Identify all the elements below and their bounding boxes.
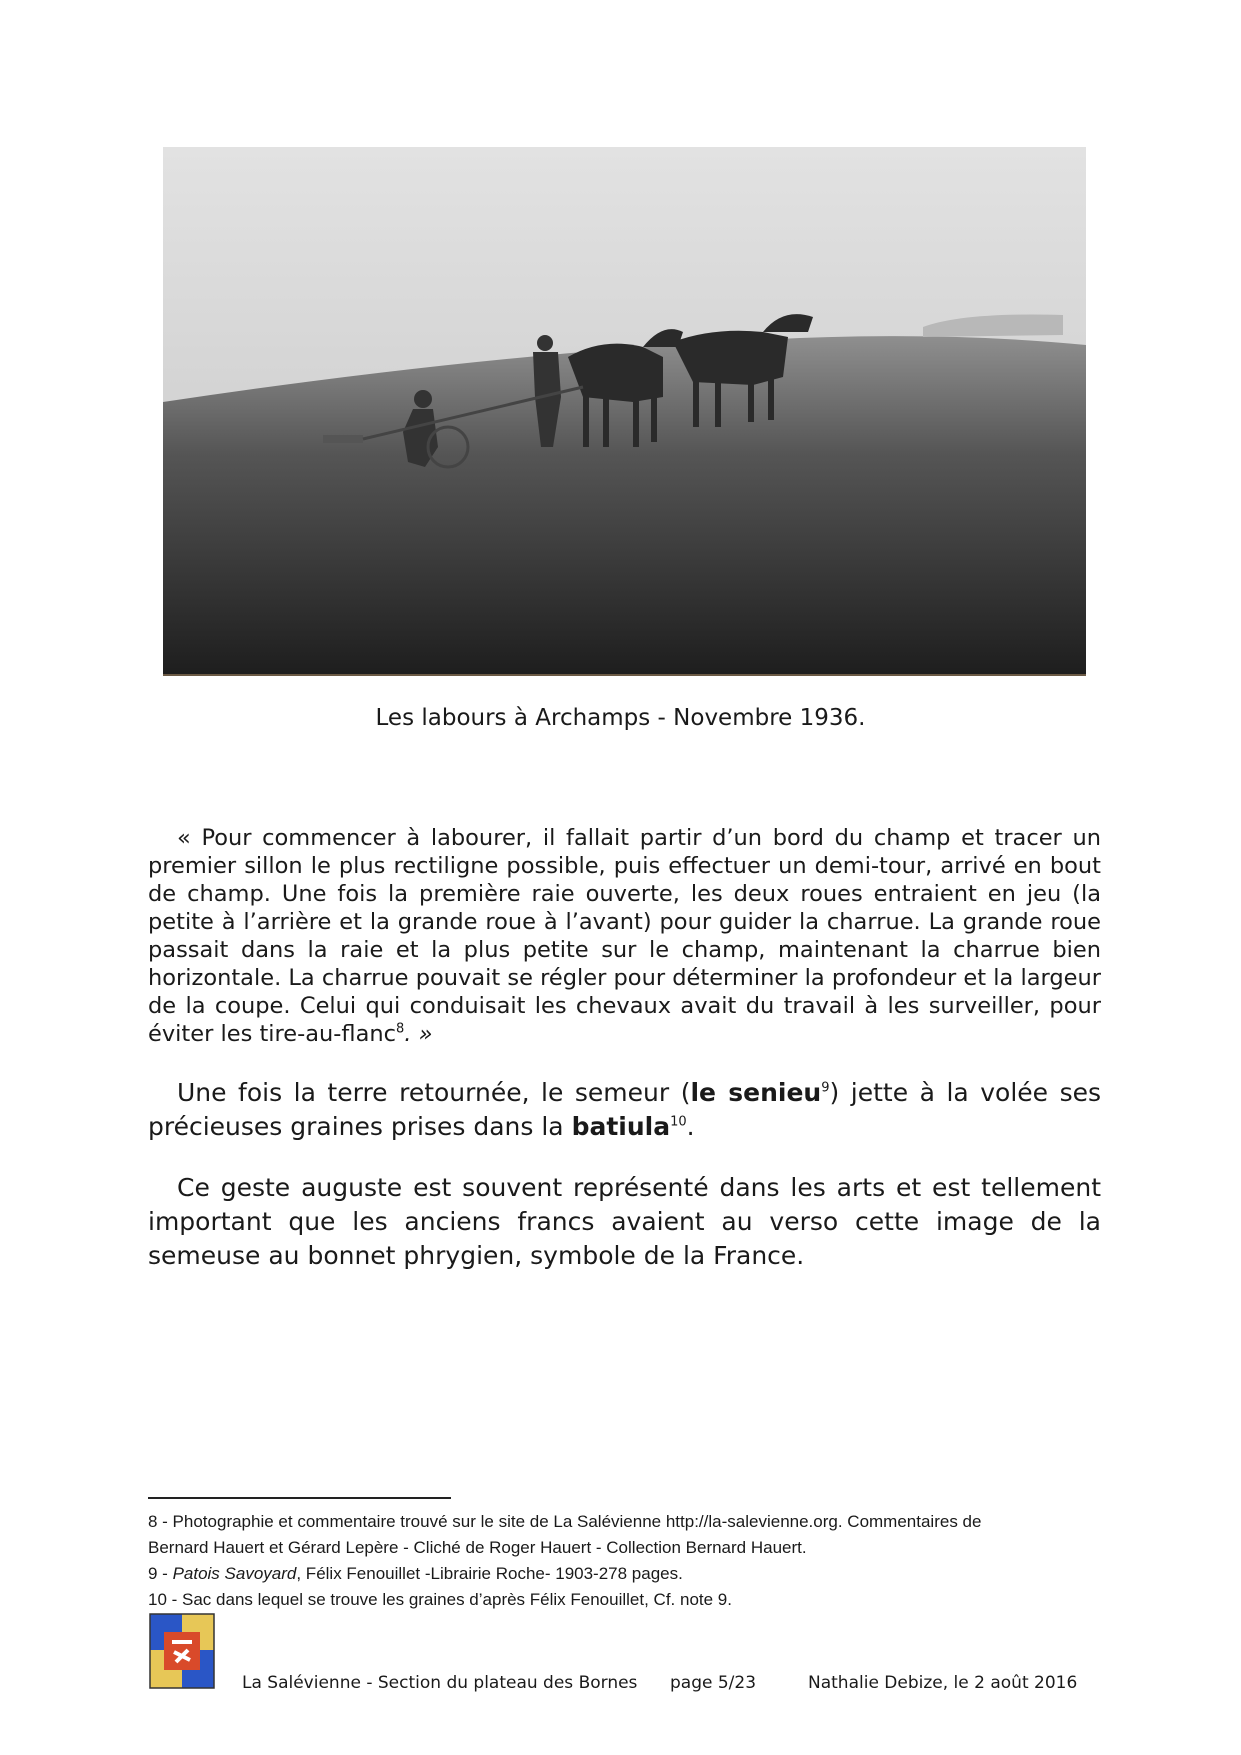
footnote-9-title: Patois Savoyard	[172, 1564, 297, 1583]
footnote-8-line-1: 8 - Photographie et commentaire trouvé sur le site de La Salévienne http://la-salevienne.org. Commentaires de	[148, 1512, 982, 1531]
footnotes	[148, 1509, 1108, 1613]
quote-text: « Pour commencer à labourer, il fallait partir d’un bord du champ et tracer un premier sillon le plus rectiligne possible, puis effectuer un demi-tour, arrivé en bout de champ. Une fois la première raie ouverte, les deux roues entraient en jeu (la petite à l’arrière et la grande roue à l’avant) pour guider la charrue. La grande roue passait dans la raie et la plus petite sur le champ, maintenant la charrue bien horizontale. La charrue pouvait se régler pour déterminer la profondeur et la largeur de la coupe. Celui qui conduisait les chevaux avait du travail à les surveiller, pour éviter les tire-au-flanc	[148, 825, 1101, 1047]
p2-text-1: Une fois la terre retournée, le semeur (	[177, 1078, 691, 1107]
footer-author-date: Nathalie Debize, le 2 août 2016	[808, 1673, 1078, 1693]
salevienne-shield-logo	[148, 1612, 216, 1692]
footnote-ref-8[interactable]: 8	[396, 1021, 405, 1037]
footnote-ref-10[interactable]: 10	[670, 1114, 687, 1130]
shield-icon	[148, 1612, 216, 1692]
paragraph-sower	[148, 1076, 1101, 1144]
photo-image	[163, 147, 1086, 674]
quote-end: . »	[404, 1021, 433, 1047]
p3-text: Ce geste auguste est souvent représenté dans les arts et est tellement important que les anciens francs avaient au verso cette image de la semeuse au bonnet phrygien, symbole de la France.	[148, 1173, 1101, 1270]
footnote-9-num: 9 -	[148, 1564, 173, 1583]
footnote-10: 10 - Sac dans lequel se trouve les graines d’après Félix Fenouillet, Cf. note 9.	[148, 1590, 732, 1609]
footnote-8-line-2: Bernard Hauert et Gérard Lepère - Cliché de Roger Hauert - Collection Bernard Hauert.	[148, 1538, 807, 1557]
footnote-ref-9[interactable]: 9	[821, 1080, 830, 1096]
photo-plowing-archamps	[163, 147, 1086, 676]
footer-organization: La Salévienne - Section du plateau des Bornes	[242, 1673, 638, 1693]
photo-caption: Les labours à Archamps - Novembre 1936.	[375, 705, 866, 731]
footnote-9	[148, 1561, 1108, 1587]
footnote-separator	[148, 1497, 451, 1499]
term-le-senieu: le senieu	[690, 1078, 822, 1107]
term-batiula: batiula	[571, 1112, 671, 1141]
p2-text-2: ) jette à la volée ses précieuses graines prises dans la	[148, 1078, 1101, 1141]
paragraph-semeuse	[148, 1171, 1101, 1273]
p2-text-3: .	[686, 1112, 695, 1141]
footnote-9-rest: , Félix Fenouillet -Librairie Roche- 1903-278 pages.	[296, 1564, 683, 1583]
footer-page-number: page 5/23	[670, 1673, 757, 1693]
paragraph-plowing-quote	[148, 824, 1101, 1048]
